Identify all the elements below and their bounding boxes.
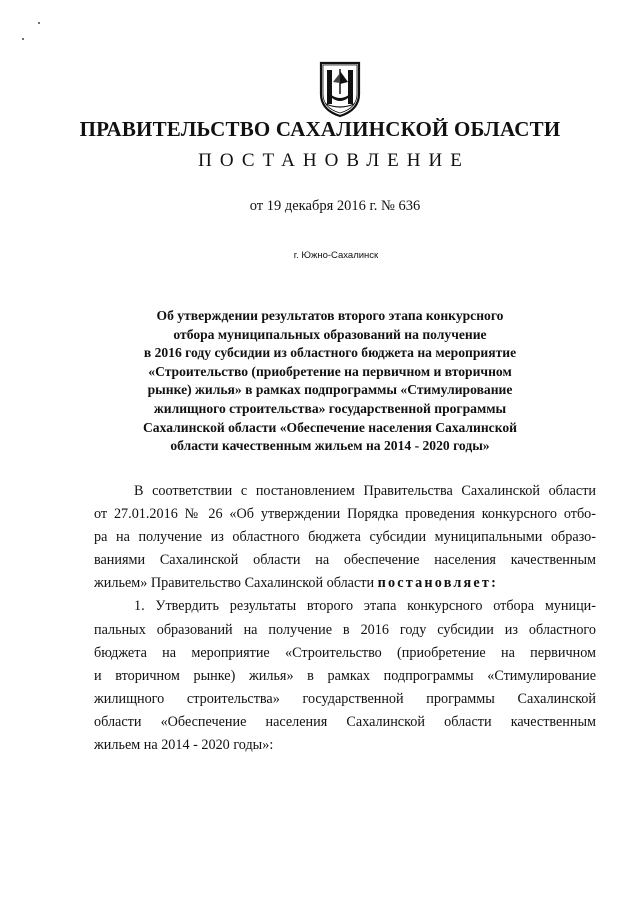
coat-of-arms-icon [318, 60, 362, 118]
body-line: В соответствии с постановлением Правительства Сахалинской области [134, 483, 596, 499]
item-1-paragraph [94, 595, 596, 757]
title-line: рынке) жилья» в рамках подпрограммы «Стимулирование [147, 382, 513, 398]
body-line: ра на получение из областного бюджета субсидии муниципальными образо- [94, 529, 596, 546]
title-line: области качественным жильем на 2014 - 2020 годы» [170, 438, 490, 454]
document-body [94, 480, 596, 757]
title-line: Об утверждении результатов второго этапа конкурсного [156, 308, 504, 323]
body-line: 1. Утвердить результаты второго этапа конкурсного отбора муници- [134, 598, 596, 615]
title-line: отбора муниципальных образований на получение [173, 326, 487, 342]
preamble-end-text: жильем» Правительство Сахалинской области [94, 575, 375, 592]
city-name: г. Южно-Сахалинск [293, 250, 379, 261]
body-line: жильем на 2014 - 2020 годы»: [94, 737, 274, 754]
body-line-decree [94, 572, 596, 595]
organization-name: ПРАВИТЕЛЬСТВО САХАЛИНСКОЙ ОБЛАСТИ [79, 117, 561, 141]
date-and-number: от 19 декабря 2016 г. № 636 [249, 198, 421, 214]
title-line: в 2016 году субсидии из областного бюджета на мероприятие [143, 345, 517, 361]
document-type: ПОСТАНОВЛЕНИЕ [198, 150, 470, 171]
preamble-paragraph [94, 480, 596, 595]
body-line: жилищного строительства» государственной программы Сахалинской [94, 690, 596, 707]
title-line: Сахалинской области «Обеспечение населения Сахалинской [142, 419, 517, 435]
document-title [100, 307, 560, 456]
scan-speck [22, 38, 24, 40]
body-line: от 27.01.2016 № 26 «Об утверждении Порядка проведения конкурсного отбо- [94, 506, 596, 523]
body-line: ваниями Сахалинской области на обеспечение населения качественным [94, 552, 596, 569]
title-line: «Строительство (приобретение на первичном и вторичном [148, 363, 512, 379]
body-line: пальных образований на получение в 2016 году субсидии из областного [94, 621, 596, 638]
body-line: бюджета на мероприятие «Строительство (приобретение на первичном [94, 644, 596, 661]
decree-word: постановляет: [377, 575, 499, 592]
body-line: и вторичном рынке) жилья» в рамках подпрограммы «Стимулирование [94, 667, 596, 684]
scan-speck [38, 22, 40, 24]
body-line: области «Обеспечение населения Сахалинской области качественным [94, 713, 596, 730]
title-line: жилищного строительства» государственной программы [153, 400, 507, 416]
